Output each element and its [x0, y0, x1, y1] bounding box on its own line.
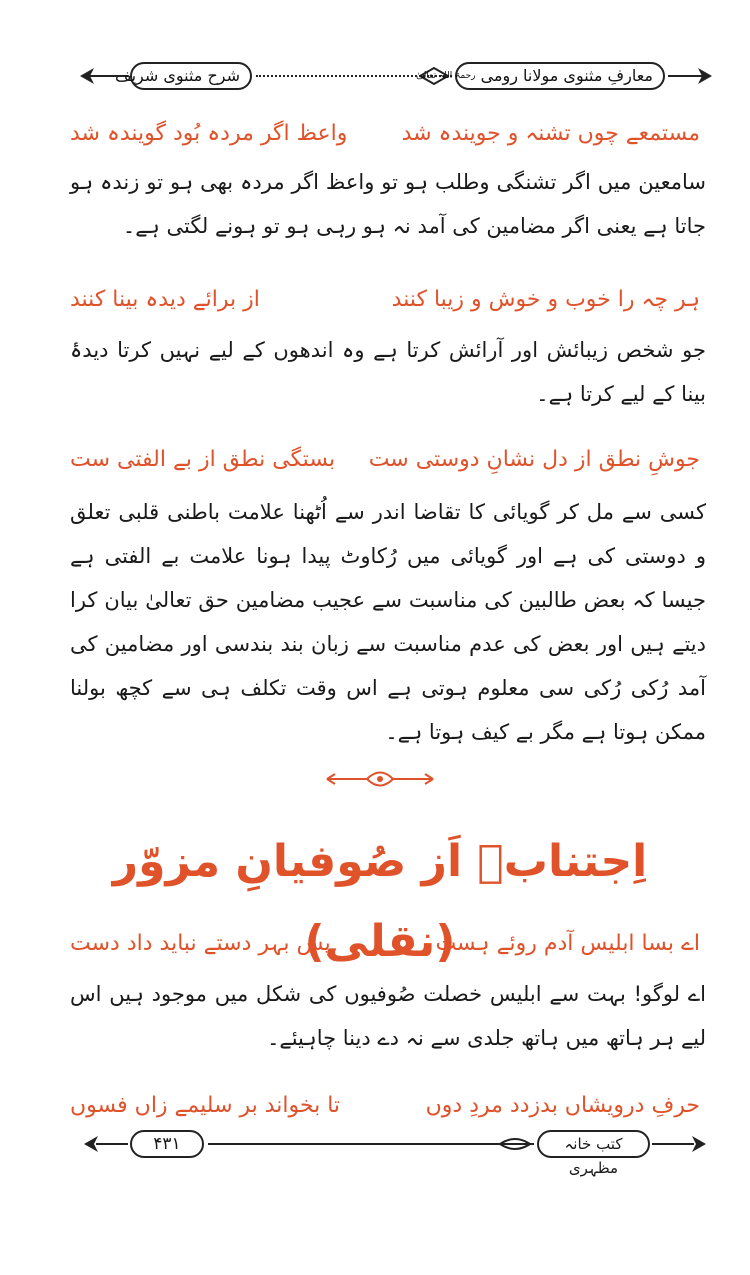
header-honorific: رحمۃ اللہ تعالیٰ — [416, 71, 476, 81]
verse-2 — [70, 280, 700, 320]
header-right-title — [416, 62, 665, 90]
paragraph-3: کسی سے مل کر گویائی کا تقاضا اندر سے اُٹھنا علامت باطنی قلبی تعلق و دوستی کی ہے اور گویائی میں رُکاوٹ پیدا ہونا علامت بے الفتی ہے جیسا کہ بعض طالبین کی مناسبت سے عجیب مضامین حق تعالیٰ بیان کرا دیتے ہیں اور بعض کی عدم مناسبت سے زبان بند بندسی اور مضامین کی آمد رُکی رُکی سی معلوم ہوتی ہے اس وقت تکلف ہی سے کچھ بولنا ممکن ہوتا ہے مگر بے کیف ہوتا ہے۔ — [70, 500, 706, 744]
verse-4-right: اے بسا ابلیس آدم روئے ہست — [435, 931, 700, 956]
verse-5-left: تا بخواند بر سلیمے زاں فسوں — [70, 1093, 341, 1118]
verse-1-right: مستمعے چوں تشنہ و جویندہ شد — [401, 121, 700, 146]
verse-3-right: جوشِ نطق از دل نشانِ دوستی ست — [368, 447, 700, 472]
verse-1 — [70, 114, 700, 154]
verse-2-left: از برائے دیدہ بینا کنند — [70, 287, 260, 312]
paragraph-1: سامعین میں اگر تشنگی وطلب ہو تو واعظ اگر مردہ بھی ہو تو زندہ ہو جاتا ہے یعنی اگر مضامین کی آمد نہ ہو رہی ہو تو ہونے لگتی ہے۔ — [70, 170, 706, 238]
verse-5-right: حرفِ درویشاں بدزدد مردِ دوں — [425, 1093, 700, 1118]
paragraph-4: اے لوگو! بہت سے ابلیس خصلت صُوفیوں کی شکل میں موجود ہیں اس لیے ہر ہاتھ میں ہاتھ جلدی سے نہ دے دینا چاہیئے۔ — [70, 982, 706, 1050]
header-arrow-left-icon — [80, 66, 102, 86]
section-title: اِجتنابؔ اَز صُوفیانِ مزوّر (نقلی) — [112, 836, 648, 967]
header-right-title-text: معارفِ مثنوی مولانا رومی — [480, 66, 653, 85]
page-number: ۴۳۱ — [130, 1130, 204, 1158]
header-arrow-right-icon — [690, 66, 712, 86]
divider-ornament-icon — [325, 768, 435, 790]
footer-ornament-left — [96, 1143, 128, 1145]
verse-5 — [70, 1086, 700, 1126]
verse-3 — [70, 440, 700, 480]
publisher-name: کتب خانہ مظہری — [537, 1130, 650, 1158]
verse-4-left: پس بہر دستے نباید داد دست — [70, 931, 331, 956]
verse-3-left: بستگی نطق از بے الفتی ست — [70, 447, 336, 472]
footer-ornament-middle — [208, 1143, 534, 1145]
header-left-title: شرح مثنوی شریف — [130, 62, 252, 90]
verse-2-right: ہر چہ را خوب و خوش و زیبا کنند — [391, 287, 700, 312]
verse-4 — [70, 924, 700, 964]
verse-1-left: واعظ اگر مردہ بُود گویندہ شد — [70, 121, 348, 146]
footer-arrow-right-icon — [684, 1134, 706, 1154]
footer-flourish-icon — [500, 1134, 530, 1154]
paragraph-2: جو شخص زیبائش اور آرائش کرتا ہے وہ اندھوں کے لیے نہیں کرتا دیدۂ بینا کے لیے کرتا ہے۔ — [70, 338, 706, 406]
